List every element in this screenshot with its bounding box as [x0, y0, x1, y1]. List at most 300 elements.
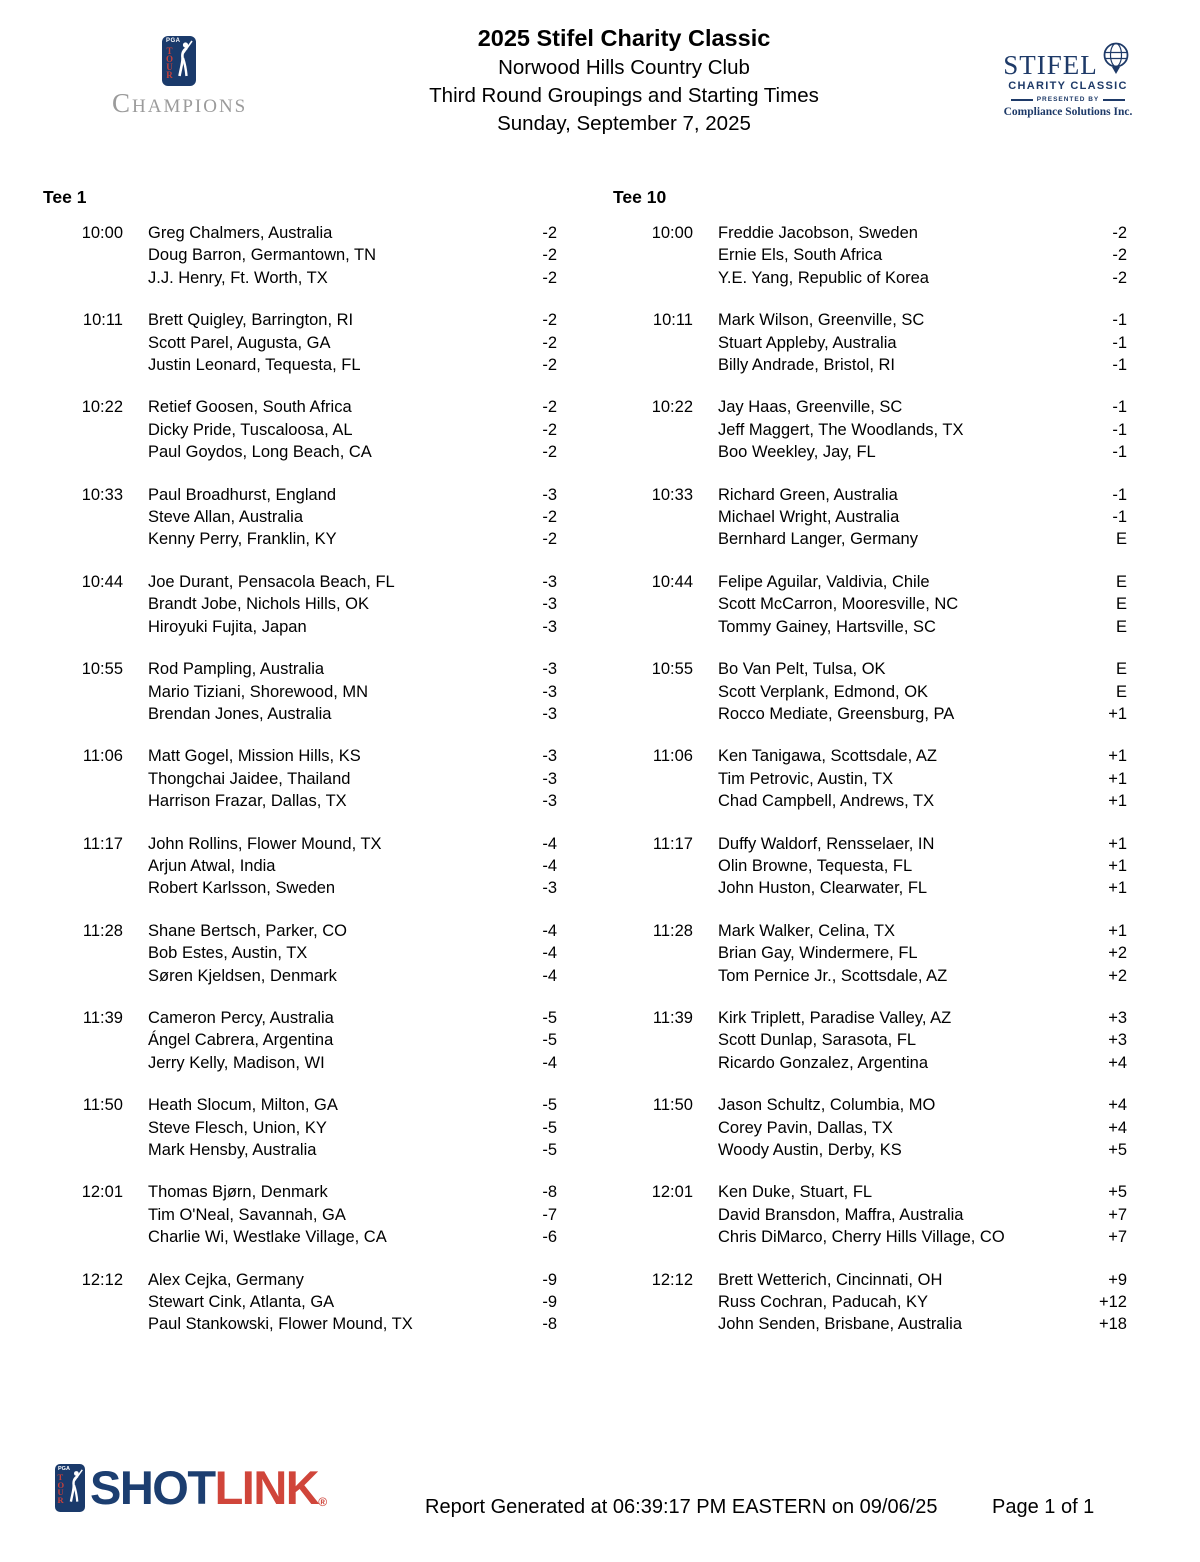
player-name: Heath Slocum, Milton, GA: [148, 1096, 338, 1115]
player-score: +4: [1108, 1096, 1127, 1115]
player-name: Mario Tiziani, Shorewood, MN: [148, 682, 369, 701]
player-row: [43, 396, 557, 418]
tee-time: 11:17: [652, 834, 693, 853]
player-name: Matt Gogel, Mission Hills, KS: [148, 747, 361, 766]
tee-time-group: [43, 1269, 557, 1336]
pga-logo-text: PGA: [58, 1466, 70, 1472]
player-score: -2: [542, 246, 557, 265]
player-row: [613, 484, 1127, 506]
player-score: -3: [542, 769, 557, 788]
tee-time: 12:12: [81, 1270, 123, 1289]
player-score: +3: [1108, 1008, 1127, 1027]
player-name: Kenny Perry, Franklin, KY: [148, 530, 337, 549]
player-row: [43, 1204, 557, 1226]
registered-trademark-symbol: ®: [318, 1495, 328, 1509]
player-name: Doug Barron, Germantown, TN: [148, 246, 377, 265]
stifel-wordmark: STIFEL: [1003, 50, 1098, 80]
tour-logo-text: TOUR: [165, 46, 173, 80]
tee-time-group: [43, 1094, 557, 1161]
player-name: Bo Van Pelt, Tulsa, OK: [718, 660, 886, 679]
tee-time-group: [613, 1007, 1127, 1074]
venue-name: Norwood Hills Country Club: [498, 56, 750, 79]
tee-time: 11:28: [652, 921, 693, 940]
player-score: +5: [1108, 1141, 1127, 1159]
player-row: [43, 1117, 557, 1139]
player-row: [43, 1139, 557, 1161]
tee-time-group: [43, 658, 557, 725]
player-score: -2: [542, 530, 557, 549]
player-score: E: [1115, 660, 1127, 679]
player-name: Rod Pampling, Australia: [148, 660, 325, 679]
player-row: [43, 419, 557, 441]
player-name: John Senden, Brisbane, Australia: [718, 1315, 962, 1334]
player-row: [43, 354, 557, 376]
player-row: [613, 267, 1127, 289]
tee-time: 11:06: [82, 747, 123, 766]
player-row: [613, 419, 1127, 441]
player-name: Woody Austin, Derby, KS: [718, 1141, 902, 1159]
player-row: [43, 593, 557, 615]
player-row: [613, 354, 1127, 376]
player-name: Jerry Kelly, Madison, WI: [148, 1053, 325, 1072]
player-name: Brendan Jones, Australia: [148, 704, 332, 723]
player-name: Jay Haas, Greenville, SC: [718, 398, 903, 417]
player-name: Scott Dunlap, Sarasota, FL: [718, 1031, 917, 1050]
tee-10-header: Tee 10: [613, 187, 667, 207]
player-name: Arjun Atwal, India: [148, 856, 276, 875]
tee-time: 12:12: [651, 1270, 693, 1289]
player-score: +1: [1108, 747, 1127, 766]
tee-1-header: Tee 1: [43, 187, 87, 207]
player-name: Charlie Wi, Westlake Village, CA: [148, 1228, 387, 1247]
tee-time: 10:55: [651, 660, 693, 679]
player-score: -3: [542, 747, 557, 766]
tee-time-group: [613, 658, 1127, 725]
player-row: [613, 745, 1127, 767]
player-name: Robert Karlsson, Sweden: [148, 879, 336, 898]
tee-time-group: [613, 833, 1127, 900]
player-name: Steve Allan, Australia: [148, 508, 304, 527]
player-row: [43, 1269, 557, 1291]
tee-time: 10:11: [82, 311, 123, 330]
player-name: Greg Chalmers, Australia: [148, 224, 333, 242]
player-row: [613, 942, 1127, 964]
player-score: +3: [1108, 1031, 1127, 1050]
player-row: [43, 942, 557, 964]
tee-time: 12:01: [651, 1183, 693, 1202]
player-score: -9: [542, 1270, 557, 1289]
player-row: [613, 571, 1127, 593]
player-row: [43, 222, 557, 244]
tee-time-group: [43, 1007, 557, 1074]
player-score: -2: [1112, 246, 1127, 265]
player-row: [613, 1181, 1127, 1203]
tee-time-group: [613, 920, 1127, 987]
tee-time: 10:11: [652, 311, 693, 330]
player-score: -3: [542, 485, 557, 504]
tee-time-group: [43, 1181, 557, 1248]
player-row: [43, 745, 557, 767]
player-score: -4: [542, 944, 557, 963]
player-score: -2: [1112, 224, 1127, 242]
tee-time-group: [43, 309, 557, 376]
player-row: [613, 1269, 1127, 1291]
player-row: [43, 1052, 557, 1074]
player-name: Russ Cochran, Paducah, KY: [718, 1293, 929, 1312]
player-row: [613, 1313, 1127, 1335]
player-name: Bob Estes, Austin, TX: [148, 944, 308, 963]
player-score: -4: [542, 834, 557, 853]
player-score: -3: [542, 682, 557, 701]
player-name: Paul Broadhurst, England: [148, 485, 337, 504]
player-name: Brett Wetterich, Cincinnati, OH: [718, 1270, 943, 1289]
pga-logo-text: PGA: [166, 38, 181, 44]
player-row: [613, 1226, 1127, 1248]
tee-time: 10:33: [81, 485, 123, 504]
player-name: Rocco Mediate, Greensburg, PA: [718, 704, 955, 723]
player-row: [43, 681, 557, 703]
player-name: Ken Tanigawa, Scottsdale, AZ: [718, 747, 937, 766]
player-score: +9: [1108, 1270, 1127, 1289]
player-row: [43, 790, 557, 812]
player-score: +1: [1108, 834, 1127, 853]
player-score: -1: [1112, 356, 1127, 375]
player-score: -2: [542, 333, 557, 352]
tee-time: 11:50: [652, 1096, 693, 1115]
player-name: Billy Andrade, Bristol, RI: [718, 356, 895, 375]
tee-10-column: [613, 187, 1127, 1356]
player-name: Scott Verplank, Edmond, OK: [718, 682, 929, 701]
page-title: 2025 Stifel Charity Classic: [477, 25, 771, 51]
player-row: [43, 833, 557, 855]
report-generated-timestamp: Report Generated at 06:39:17 PM EASTERN on 09/06/25: [425, 1496, 938, 1518]
player-row: [43, 484, 557, 506]
player-row: [613, 506, 1127, 528]
tee-time: 11:28: [82, 921, 123, 940]
player-score: -3: [542, 572, 557, 591]
tee-time-group: [43, 396, 557, 463]
player-name: Corey Pavin, Dallas, TX: [718, 1118, 893, 1137]
player-row: [43, 1313, 557, 1335]
shotlink-link-wordmark: LINK: [214, 1461, 319, 1514]
player-row: [43, 309, 557, 331]
player-name: Søren Kjeldsen, Denmark: [148, 966, 337, 985]
tee-time: 11:17: [82, 834, 123, 853]
player-name: Kirk Triplett, Paradise Valley, AZ: [718, 1008, 952, 1027]
player-score: +1: [1108, 769, 1127, 788]
player-name: Tim O'Neal, Savannah, GA: [148, 1205, 346, 1224]
player-row: [43, 877, 557, 899]
player-score: -1: [1112, 333, 1127, 352]
tee-time: 10:00: [651, 224, 693, 242]
player-row: [613, 1291, 1127, 1313]
player-row: [43, 1094, 557, 1116]
player-score: -8: [542, 1183, 557, 1202]
player-score: +7: [1108, 1228, 1127, 1247]
player-name: Paul Stankowski, Flower Mound, TX: [148, 1315, 413, 1334]
tee-time-group: [613, 309, 1127, 376]
player-score: -2: [542, 356, 557, 375]
player-score: E: [1115, 682, 1127, 701]
player-name: Olin Browne, Tequesta, FL: [718, 856, 913, 875]
tee-time: 10:44: [81, 572, 123, 591]
tee-time: 11:06: [652, 747, 693, 766]
player-name: Dicky Pride, Tuscaloosa, AL: [148, 420, 353, 439]
player-row: [43, 616, 557, 638]
player-name: Hiroyuki Fujita, Japan: [148, 617, 307, 636]
player-name: J.J. Henry, Ft. Worth, TX: [148, 268, 328, 287]
tee-time: 10:22: [651, 398, 693, 417]
player-name: Jason Schultz, Columbia, MO: [718, 1096, 936, 1115]
player-name: Chris DiMarco, Cherry Hills Village, CO: [718, 1228, 1005, 1247]
player-score: -4: [542, 1053, 557, 1072]
player-name: Mark Wilson, Greenville, SC: [718, 311, 925, 330]
player-score: -2: [542, 398, 557, 417]
player-row: [613, 1094, 1127, 1116]
player-score: -3: [542, 879, 557, 898]
tee-time: 10:22: [81, 398, 123, 417]
tee-time: 11:50: [82, 1096, 123, 1115]
golfer-silhouette-icon: [65, 1468, 85, 1508]
player-score: -3: [542, 595, 557, 614]
tee-time-group: [613, 1094, 1127, 1161]
player-row: [613, 920, 1127, 942]
player-row: [43, 768, 557, 790]
player-score: +1: [1108, 879, 1127, 898]
player-row: [43, 506, 557, 528]
player-row: [613, 833, 1127, 855]
player-row: [43, 267, 557, 289]
player-name: Steve Flesch, Union, KY: [148, 1118, 327, 1137]
player-name: Brett Quigley, Barrington, RI: [148, 311, 354, 330]
player-name: David Bransdon, Maffra, Australia: [718, 1205, 964, 1224]
player-row: [613, 244, 1127, 266]
player-name: Mark Walker, Celina, TX: [718, 921, 895, 940]
report-subtitle: Third Round Groupings and Starting Times: [429, 84, 819, 107]
player-score: +12: [1099, 1293, 1127, 1312]
player-score: -9: [542, 1293, 557, 1312]
presented-by-row: [1000, 96, 1136, 103]
player-name: Tim Petrovic, Austin, TX: [718, 769, 894, 788]
player-row: [613, 1204, 1127, 1226]
player-name: Justin Leonard, Tequesta, FL: [148, 356, 361, 375]
charity-classic-wordmark: CHARITY CLASSIC: [1008, 80, 1128, 92]
player-name: Scott McCarron, Mooresville, NC: [718, 595, 959, 614]
player-score: -5: [542, 1141, 557, 1159]
player-row: [43, 332, 557, 354]
divider-line: [1011, 99, 1033, 101]
player-row: [43, 920, 557, 942]
player-row: [43, 1029, 557, 1051]
player-name: Brian Gay, Windermere, FL: [718, 944, 918, 963]
player-score: -5: [542, 1008, 557, 1027]
player-row: [613, 441, 1127, 463]
player-score: +1: [1108, 921, 1127, 940]
player-score: -2: [542, 224, 557, 242]
player-row: [613, 681, 1127, 703]
tee-time-group: [613, 222, 1127, 289]
tee-time-group: [613, 484, 1127, 551]
shotlink-shot-wordmark: SHOT: [90, 1461, 215, 1514]
player-row: [43, 1291, 557, 1313]
player-score: -5: [542, 1096, 557, 1115]
player-score: -3: [542, 617, 557, 636]
player-score: -2: [542, 420, 557, 439]
player-score: E: [1115, 572, 1127, 591]
tee-time-group: [43, 833, 557, 900]
page-number: Page 1 of 1: [992, 1496, 1095, 1518]
player-score: -1: [1112, 398, 1127, 417]
player-name: Scott Parel, Augusta, GA: [148, 333, 331, 352]
player-row: [613, 703, 1127, 725]
player-row: [43, 1181, 557, 1203]
player-row: [43, 528, 557, 550]
player-row: [613, 1052, 1127, 1074]
player-score: +4: [1108, 1118, 1127, 1137]
player-name: Richard Green, Australia: [718, 485, 898, 504]
tee-time: 11:39: [82, 1008, 123, 1027]
player-name: Bernhard Langer, Germany: [718, 530, 918, 549]
player-row: [613, 1029, 1127, 1051]
player-score: +7: [1108, 1205, 1127, 1224]
stifel-charity-classic-logo: [1000, 42, 1136, 118]
player-score: -1: [1112, 508, 1127, 527]
divider-line: [1103, 99, 1125, 101]
player-name: Stuart Appleby, Australia: [718, 333, 897, 352]
tee-time-group: [43, 484, 557, 551]
player-name: Chad Campbell, Andrews, TX: [718, 792, 935, 811]
presented-by-label: PRESENTED BY: [1036, 96, 1100, 103]
player-score: -3: [542, 660, 557, 679]
tee-time: 12:01: [81, 1183, 123, 1202]
player-name: Y.E. Yang, Republic of Korea: [718, 268, 929, 287]
tee-time-group: [43, 571, 557, 638]
tee-time-group: [613, 396, 1127, 463]
player-name: Boo Weekley, Jay, FL: [718, 443, 876, 462]
globe-on-tee-icon: [1099, 42, 1133, 78]
player-row: [613, 1139, 1127, 1161]
player-row: [613, 768, 1127, 790]
player-name: Felipe Aguilar, Valdivia, Chile: [718, 572, 930, 591]
player-score: E: [1115, 595, 1127, 614]
player-name: Thongchai Jaidee, Thailand: [148, 769, 351, 788]
player-name: Paul Goydos, Long Beach, CA: [148, 443, 372, 462]
player-row: [43, 1007, 557, 1029]
player-row: [43, 244, 557, 266]
player-score: E: [1115, 617, 1127, 636]
player-name: Michael Wright, Australia: [718, 508, 900, 527]
player-name: Ángel Cabrera, Argentina: [148, 1031, 334, 1050]
tee-time-group: [43, 222, 557, 289]
player-name: Tommy Gainey, Hartsville, SC: [718, 617, 936, 636]
player-name: Shane Bertsch, Parker, CO: [148, 921, 348, 940]
player-row: [613, 790, 1127, 812]
player-score: +5: [1108, 1183, 1127, 1202]
player-name: Alex Cejka, Germany: [148, 1270, 304, 1289]
player-score: -2: [542, 268, 557, 287]
player-row: [613, 855, 1127, 877]
round-date: Sunday, September 7, 2025: [497, 112, 751, 135]
player-row: [43, 441, 557, 463]
player-score: +1: [1108, 792, 1127, 811]
player-name: John Huston, Clearwater, FL: [718, 879, 928, 898]
player-score: +2: [1108, 966, 1127, 985]
tee-time-group: [613, 1269, 1127, 1336]
player-score: E: [1115, 530, 1127, 549]
player-score: -6: [542, 1228, 557, 1247]
player-score: -2: [542, 443, 557, 462]
tee-time: 10:55: [81, 660, 123, 679]
tee-1-column: [43, 187, 557, 1356]
player-name: Joe Durant, Pensacola Beach, FL: [148, 572, 395, 591]
player-name: Thomas Bjørn, Denmark: [148, 1183, 328, 1202]
player-row: [613, 616, 1127, 638]
player-name: Stewart Cink, Atlanta, GA: [148, 1293, 335, 1312]
player-name: Ricardo Gonzalez, Argentina: [718, 1053, 929, 1072]
player-row: [43, 571, 557, 593]
player-score: +2: [1108, 944, 1127, 963]
tee-time: 10:33: [651, 485, 693, 504]
sponsor-name: Compliance Solutions Inc.: [1003, 106, 1133, 118]
player-row: [613, 877, 1127, 899]
tee-time: 10:44: [651, 572, 693, 591]
player-score: +1: [1108, 856, 1127, 875]
player-score: +1: [1108, 704, 1127, 723]
pga-tour-logo-icon: [55, 1464, 85, 1512]
player-row: [43, 658, 557, 680]
player-row: [613, 396, 1127, 418]
player-name: Cameron Percy, Australia: [148, 1008, 334, 1027]
tour-logo-text: TOUR: [57, 1472, 65, 1505]
player-score: -5: [542, 1031, 557, 1050]
player-row: [43, 703, 557, 725]
tee-time-group: [43, 920, 557, 987]
player-name: John Rollins, Flower Mound, TX: [148, 834, 382, 853]
player-row: [613, 965, 1127, 987]
player-score: -3: [542, 704, 557, 723]
tee-time-group: [613, 745, 1127, 812]
player-name: Retief Goosen, South Africa: [148, 398, 352, 417]
player-row: [613, 658, 1127, 680]
player-name: Harrison Frazar, Dallas, TX: [148, 792, 347, 811]
player-name: Duffy Waldorf, Rensselaer, IN: [718, 834, 935, 853]
player-name: Mark Hensby, Australia: [148, 1141, 317, 1159]
tee-time-group: [43, 745, 557, 812]
tee-time-group: [613, 571, 1127, 638]
player-name: Brandt Jobe, Nichols Hills, OK: [148, 595, 370, 614]
player-score: -1: [1112, 485, 1127, 504]
player-score: -4: [542, 856, 557, 875]
tee-time: 10:00: [81, 224, 123, 242]
player-row: [613, 222, 1127, 244]
player-score: -5: [542, 1118, 557, 1137]
player-row: [613, 332, 1127, 354]
player-score: -4: [542, 966, 557, 985]
player-score: -7: [542, 1205, 557, 1224]
player-score: -2: [542, 508, 557, 527]
player-row: [43, 965, 557, 987]
player-row: [613, 309, 1127, 331]
player-name: Ernie Els, South Africa: [718, 246, 883, 265]
player-row: [613, 1007, 1127, 1029]
player-row: [613, 1117, 1127, 1139]
player-score: -8: [542, 1315, 557, 1334]
player-row: [43, 1226, 557, 1248]
tee-time: 11:39: [652, 1008, 693, 1027]
champions-wordmark: Champions: [112, 88, 248, 118]
player-name: Tom Pernice Jr., Scottsdale, AZ: [718, 966, 948, 985]
player-name: Freddie Jacobson, Sweden: [718, 224, 918, 242]
